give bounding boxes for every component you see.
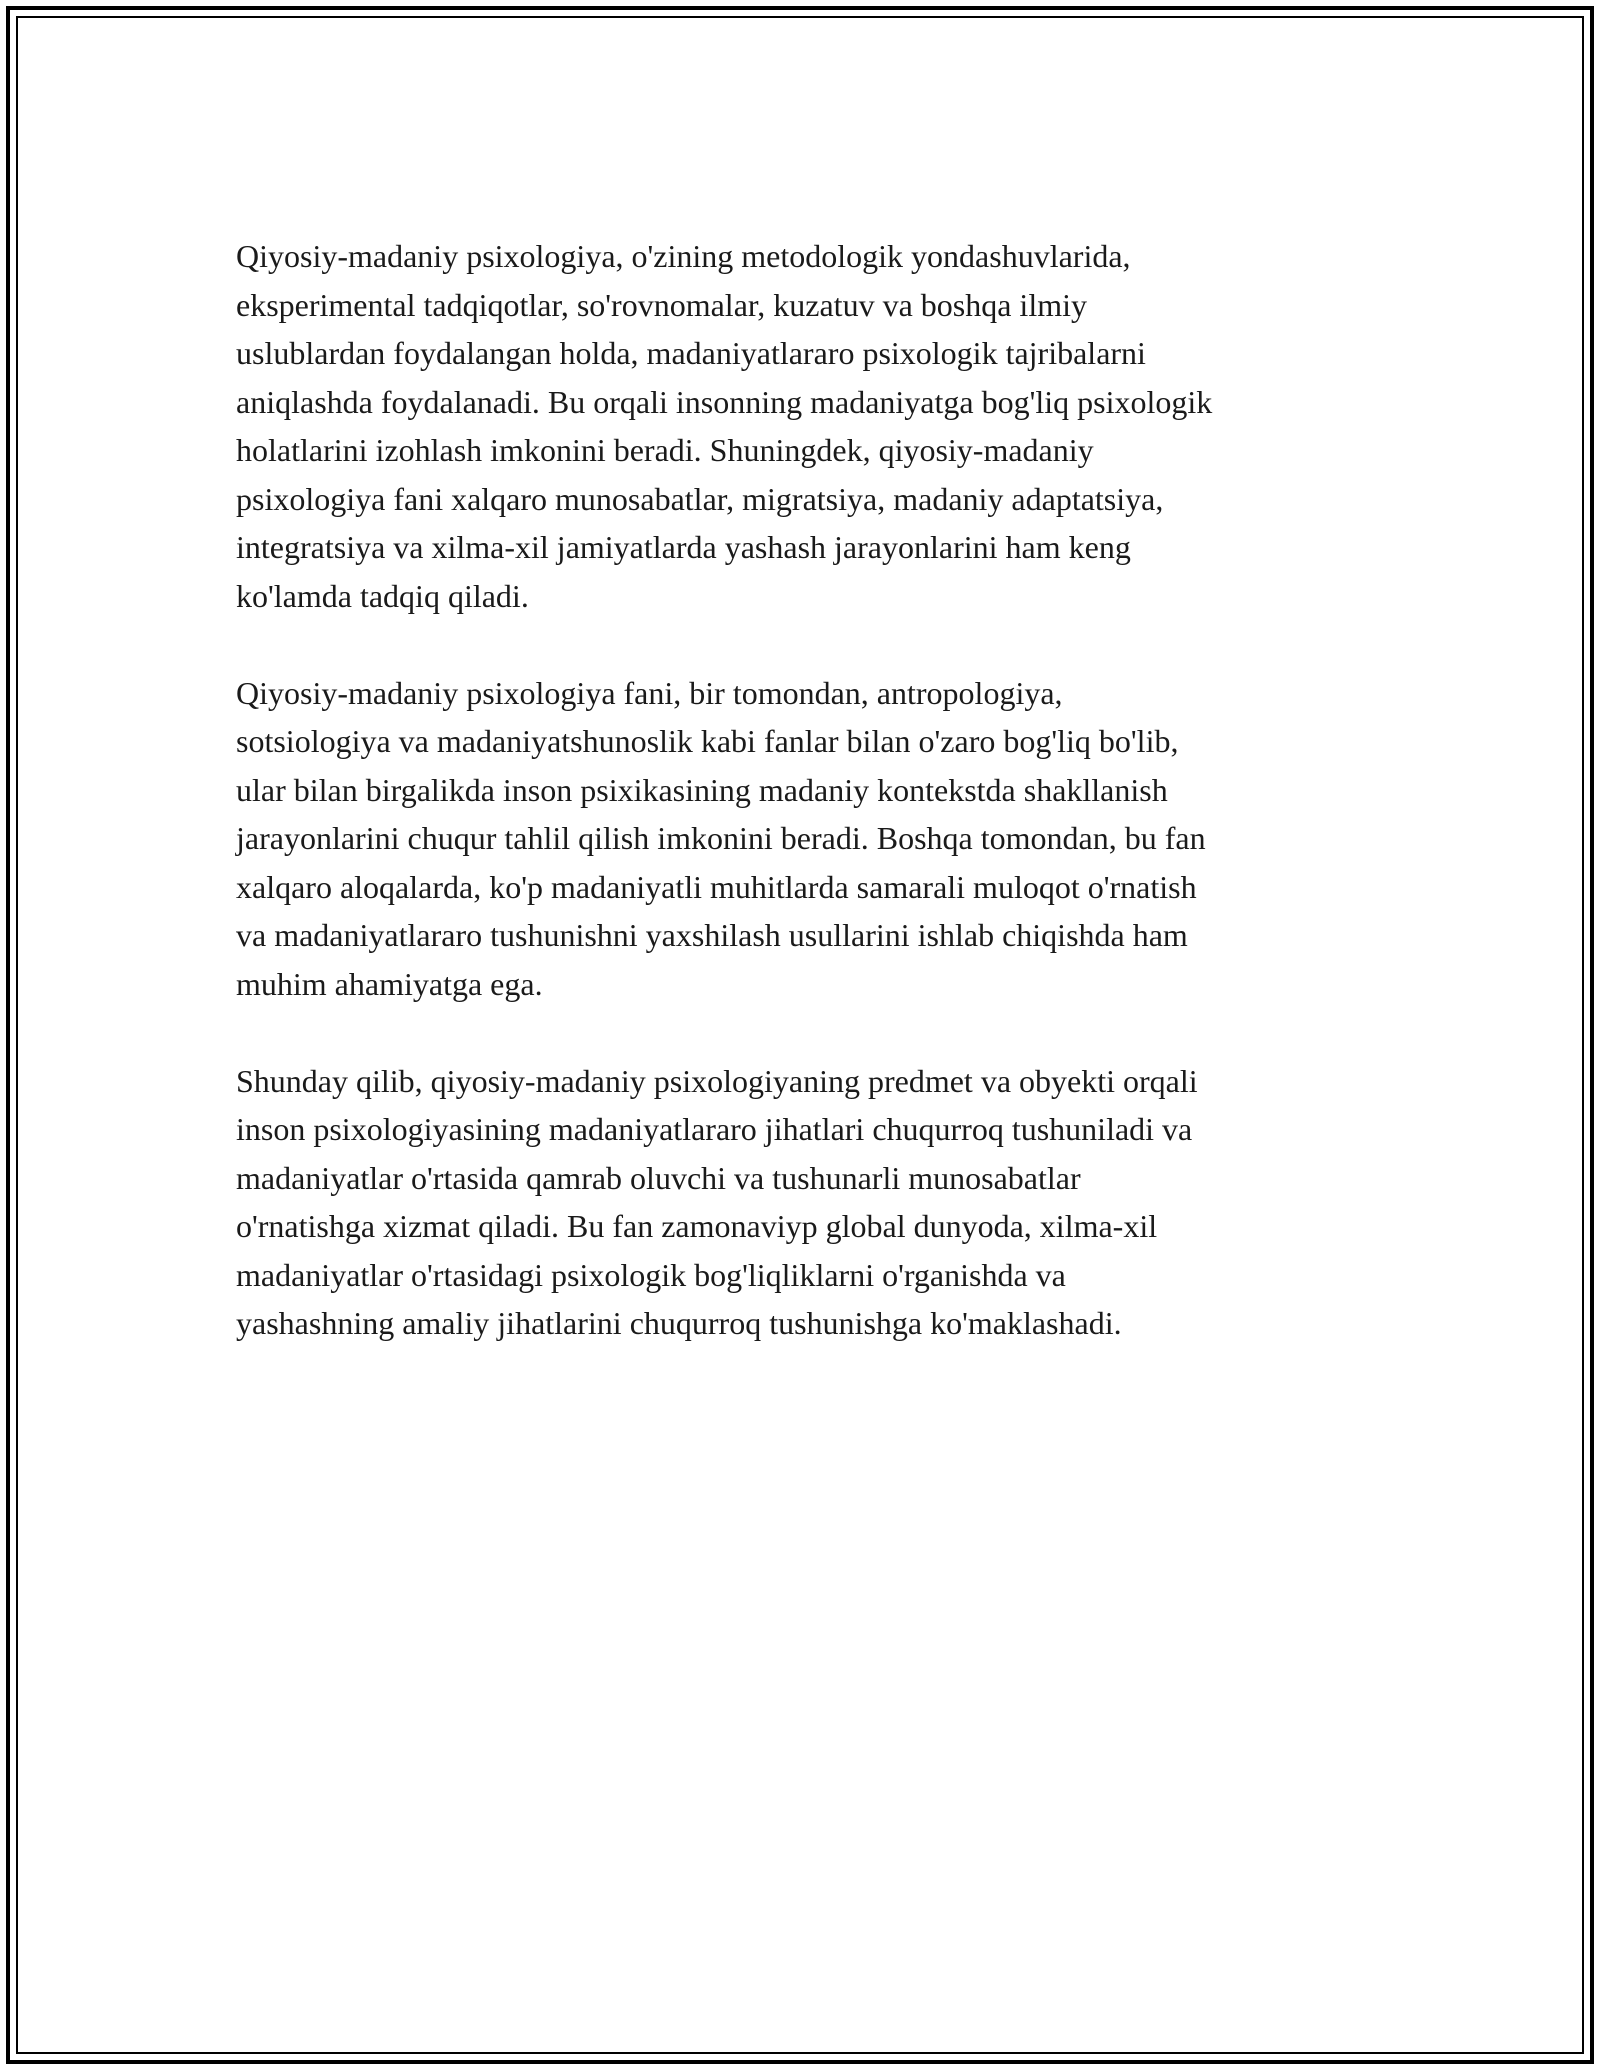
text-line: ular bilan birgalikda inson psixikasining madaniy kontekstda shakllanish xyxy=(236,771,1168,808)
text-line: Shunday qilib, qiyosiy-madaniy psixologiyaning predmet va obyekti orqali xyxy=(236,1062,1198,1099)
text-line: jarayonlarini chuqur tahlil qilish imkonini beradi. Boshqa tomondan, bu fan xyxy=(236,820,1206,856)
text-line: inson psixologiyasining madaniyatlararo jihatlari chuqurroq tushuniladi va xyxy=(236,1111,1193,1147)
text-line: uslublardan foydalangan holda, madaniyatlararo psixologik tajribalarni xyxy=(236,335,1146,371)
text-line: ko'lamda tadqiq qiladi. xyxy=(236,577,529,614)
text-line: madaniyatlar o'rtasidagi psixologik bog'liqliklarni o'rganishda va xyxy=(236,1256,1066,1293)
paragraph-1 xyxy=(236,232,1386,620)
text-line: o'rnatishga xizmat qiladi. Bu fan zamonaviyp global dunyoda, xilma-xil xyxy=(236,1208,1158,1244)
text-line: va madaniyatlararo tushunishni yaxshilash usullarini ishlab chiqishda ham xyxy=(236,917,1188,953)
text-line: psixologiya fani xalqaro munosabatlar, migratsiya, madaniy adaptatsiya, xyxy=(236,480,1164,517)
text-line: muhim ahamiyatga ega. xyxy=(236,965,543,1002)
text-line: Qiyosiy-madaniy psixologiya fani, bir tomondan, antropologiya, xyxy=(236,674,1063,711)
text-line: integratsiya va xilma-xil jamiyatlarda yashash jarayonlarini ham keng xyxy=(236,529,1131,565)
text-line: xalqaro aloqalarda, ko'p madaniyatli muhitlarda samarali muloqot o'rnatish xyxy=(236,868,1197,905)
text-line: aniqlashda foydalanadi. Bu orqali insonning madaniyatga bog'liq psixologik xyxy=(236,383,1213,420)
text-line: madaniyatlar o'rtasida qamrab oluvchi va tushunarli munosabatlar xyxy=(236,1159,1081,1196)
text-line: sotsiologiya va madaniyatshunoslik kabi fanlar bilan o'zaro bog'liq bo'lib, xyxy=(236,723,1179,759)
text-line: yashashning amaliy jihatlarini chuqurroq tushunishga ko'maklashadi. xyxy=(236,1305,1122,1341)
text-line: eksperimental tadqiqotlar, so'rovnomalar, kuzatuv va boshqa ilmiy xyxy=(236,286,1087,323)
paragraph-2 xyxy=(236,669,1386,1009)
paragraph-3 xyxy=(236,1057,1386,1348)
text-line: Qiyosiy-madaniy psixologiya, o'zining metodologik yondashuvlarida, xyxy=(236,238,1131,274)
text-line: holatlarini izohlash imkonini beradi. Shuningdek, qiyosiy-madaniy xyxy=(236,432,1094,468)
document-body xyxy=(236,232,1386,1396)
